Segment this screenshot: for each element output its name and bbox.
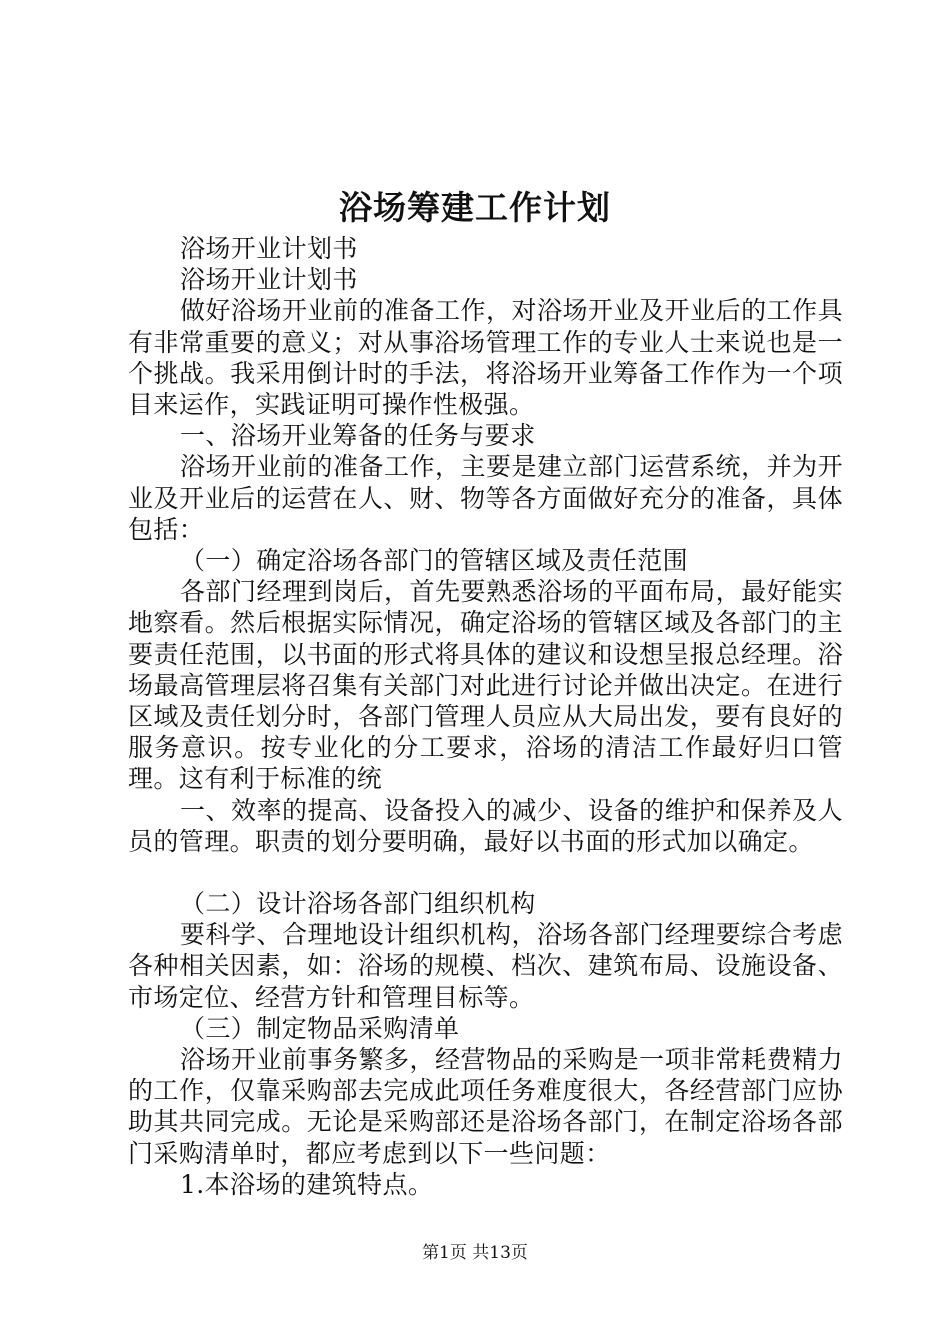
list-item-1: 1.本浴场的建筑特点。	[180, 1169, 434, 1199]
paragraph-subsection-2: 要科学、合理地设计组织机构，浴场各部门经理要综合考虑各种相关因素，如：浴场的规模、档次、建筑布局、设施设备、市场定位、经营方针和管理目标等。	[128, 920, 843, 1012]
paragraph-intro: 做好浴场开业前的准备工作，对浴场开业及开业后的工作具有非常重要的意义；对从事浴场管理工作的专业人士来说也是一个挑战。我采用倒计时的手法，将浴场开业筹备工作作为一个项目来运作，实践证明可操作性极强。	[128, 296, 843, 420]
paragraph-subsection-1: 各部门经理到岗后，首先要熟悉浴场的平面布局，最好能实地察看。然后根据实际情况，确定浴场的管辖区域及各部门的主要责任范围，以书面的形式将具体的建议和设想呈报总经理。浴场最高管理层将召集有关部门对此进行讨论并做出决定。在进行区域及责任划分时，各部门管理人员应从大局出发，要有良好的服务意识。按专业化的分工要求，浴场的清洁工作最好归口管理。这有利于标准的统	[128, 577, 843, 794]
section-heading-1: 一、浴场开业筹备的任务与要求	[180, 421, 536, 451]
page-number-footer: 第1页 共13页	[422, 1243, 528, 1263]
subsection-heading-2: （二）设计浴场各部门组织机构	[180, 889, 536, 919]
paragraph-heading-2: 浴场开业计划书	[180, 265, 358, 295]
document-title: 浴场筹建工作计划	[339, 188, 611, 227]
subsection-heading-1: （一）确定浴场各部门的管辖区域及责任范围	[180, 546, 689, 576]
paragraph-section-1: 浴场开业前的准备工作，主要是建立部门运营系统，并为开业及开业后的运营在人、财、物等各方面做好充分的准备，具体包括：	[128, 452, 843, 544]
paragraph-subsection-1-continued: 一、效率的提高、设备投入的减少、设备的维护和保养及人员的管理。职责的划分要明确，最好以书面的形式加以确定。	[128, 795, 843, 856]
paragraph-heading-1: 浴场开业计划书	[180, 234, 358, 263]
paragraph-subsection-3: 浴场开业前事务繁多，经营物品的采购是一项非常耗费精力的工作，仅靠采购部去完成此项任务难度很大，各经营部门应协助其共同完成。无论是采购部还是浴场各部门，在制定浴场各部门采购清单时，都应考虑到以下一些问题：	[128, 1045, 843, 1168]
document-body	[128, 233, 843, 1200]
subsection-heading-3: （三）制定物品采购清单	[180, 1013, 460, 1043]
